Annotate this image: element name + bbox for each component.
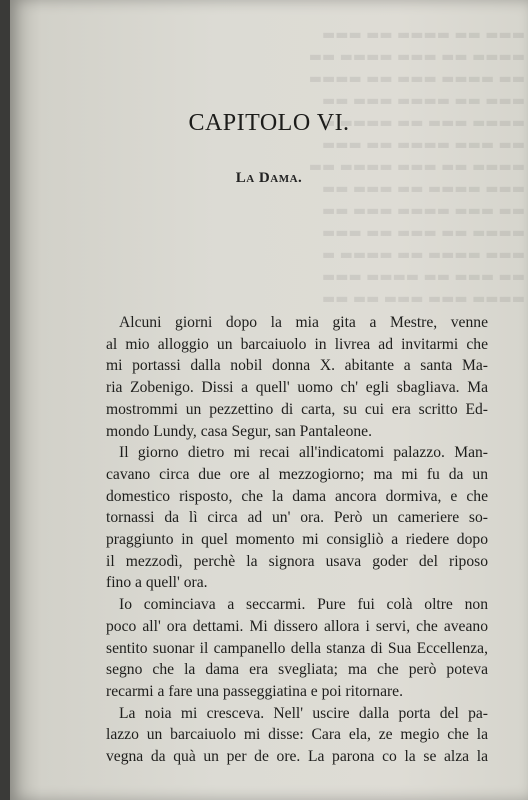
- text-line: Io cominciava a seccarmi. Pure fui colà oltre non: [119, 596, 488, 614]
- text-line: domestico risposto, che la dama ancora dormiva, e che: [106, 487, 488, 505]
- text-line: recarmi a fare una passeggiatina e poi ritornare.: [106, 682, 403, 700]
- text-line: poco all' ora dettami. Mi dissero allora i servi, che aveano: [106, 617, 488, 635]
- text-line: tornassi da lì circa ad un' ora. Però un cameriere so-: [106, 509, 488, 527]
- chapter-subtitle: La Dama.: [235, 170, 303, 186]
- text-line: mondo Lundy, casa Segur, san Pantaleone.: [106, 422, 372, 440]
- text-line: ria Zobenigo. Dissi a quell' uomo ch' egli sbagliava. Ma: [106, 379, 488, 397]
- text-line: cavano circa due ore al mezzogiorno; ma mi fu da un: [106, 465, 488, 483]
- book-page: [10, 0, 528, 800]
- text-line: praggiunto in quel momento mi consigliò a riedere dopo: [106, 531, 488, 549]
- text-line: Il giorno dietro mi recai all'indicatomi palazzo. Man-: [119, 444, 488, 462]
- text-line: lazzo un barcaiuolo mi disse: Cara ela, ze megio che la: [106, 726, 488, 744]
- text-line: La noia mi cresceva. Nell' uscire dalla porta del pa-: [119, 704, 488, 722]
- text-line: il mezzodì, perchè la signora usava goder del riposo: [106, 552, 488, 570]
- text-line: Alcuni giorni dopo la mia gita a Mestre, venne: [119, 314, 488, 331]
- text-line: mostrommi un pezzettino di carta, su cui era scritto Ed-: [106, 400, 488, 418]
- text-line: al mio alloggio un barcaiuolo in livrea ad invitarmi che: [106, 335, 488, 353]
- text-line: sentito suonar il campanello della stanza di Sua Eccellenza,: [106, 639, 488, 657]
- text-line: mi portassi dalla nobil donna X. abitante a santa Ma-: [106, 357, 488, 375]
- chapter-title: CAPITOLO VI.: [188, 110, 350, 136]
- body-text: [106, 312, 488, 768]
- bleed-through-texture: ▬▬▬ ▬▬ ▬▬▬▬ ▬▬ ▬▬▬ ▬▬▬▬ ▬▬ ▬▬▬ ▬▬▬▬ ▬▬ ▬▬ ▬▬▬▬ ▬▬▬ ▬▬ ▬▬▬▬ ▬▬▬ ▬▬ ▬▬▬▬ ▬▬▬ ▬▬ ▬▬▬▬ ▬▬▬ ▬▬ ▬▬▬▬ ▬ ▬▬ ▬▬▬ ▬▬▬▬ ▬▬ ▬▬▬ ▬▬▬▬ ▬▬ ▬▬▬ ▬▬▬▬ ▬▬ ▬▬▬ ▬▬▬▬ ▬▬ ▬▬▬ ▬▬ ▬▬ ▬▬▬ ▬▬▬▬ ▬▬▬ ▬▬ ▬▬▬▬ ▬▬ ▬▬▬ ▬▬ ▬▬▬ ▬▬▬ ▬▬▬▬ ▬▬ ▬▬▬▬ ▬ ▬▬ ▬▬▬ ▬▬ ▬▬▬▬ ▬▬▬ ▬▬▬▬ ▬▬▬ ▬▬▬ ▬▬ ▬▬: [308, 27, 525, 307]
- text-line: fino a quell' ora.: [106, 574, 208, 592]
- text-line: segno che la dama era svegliata; ma che però poteva: [106, 661, 488, 679]
- text-line: vegna da quà un per de ore. La parona co la se alza la: [106, 748, 488, 766]
